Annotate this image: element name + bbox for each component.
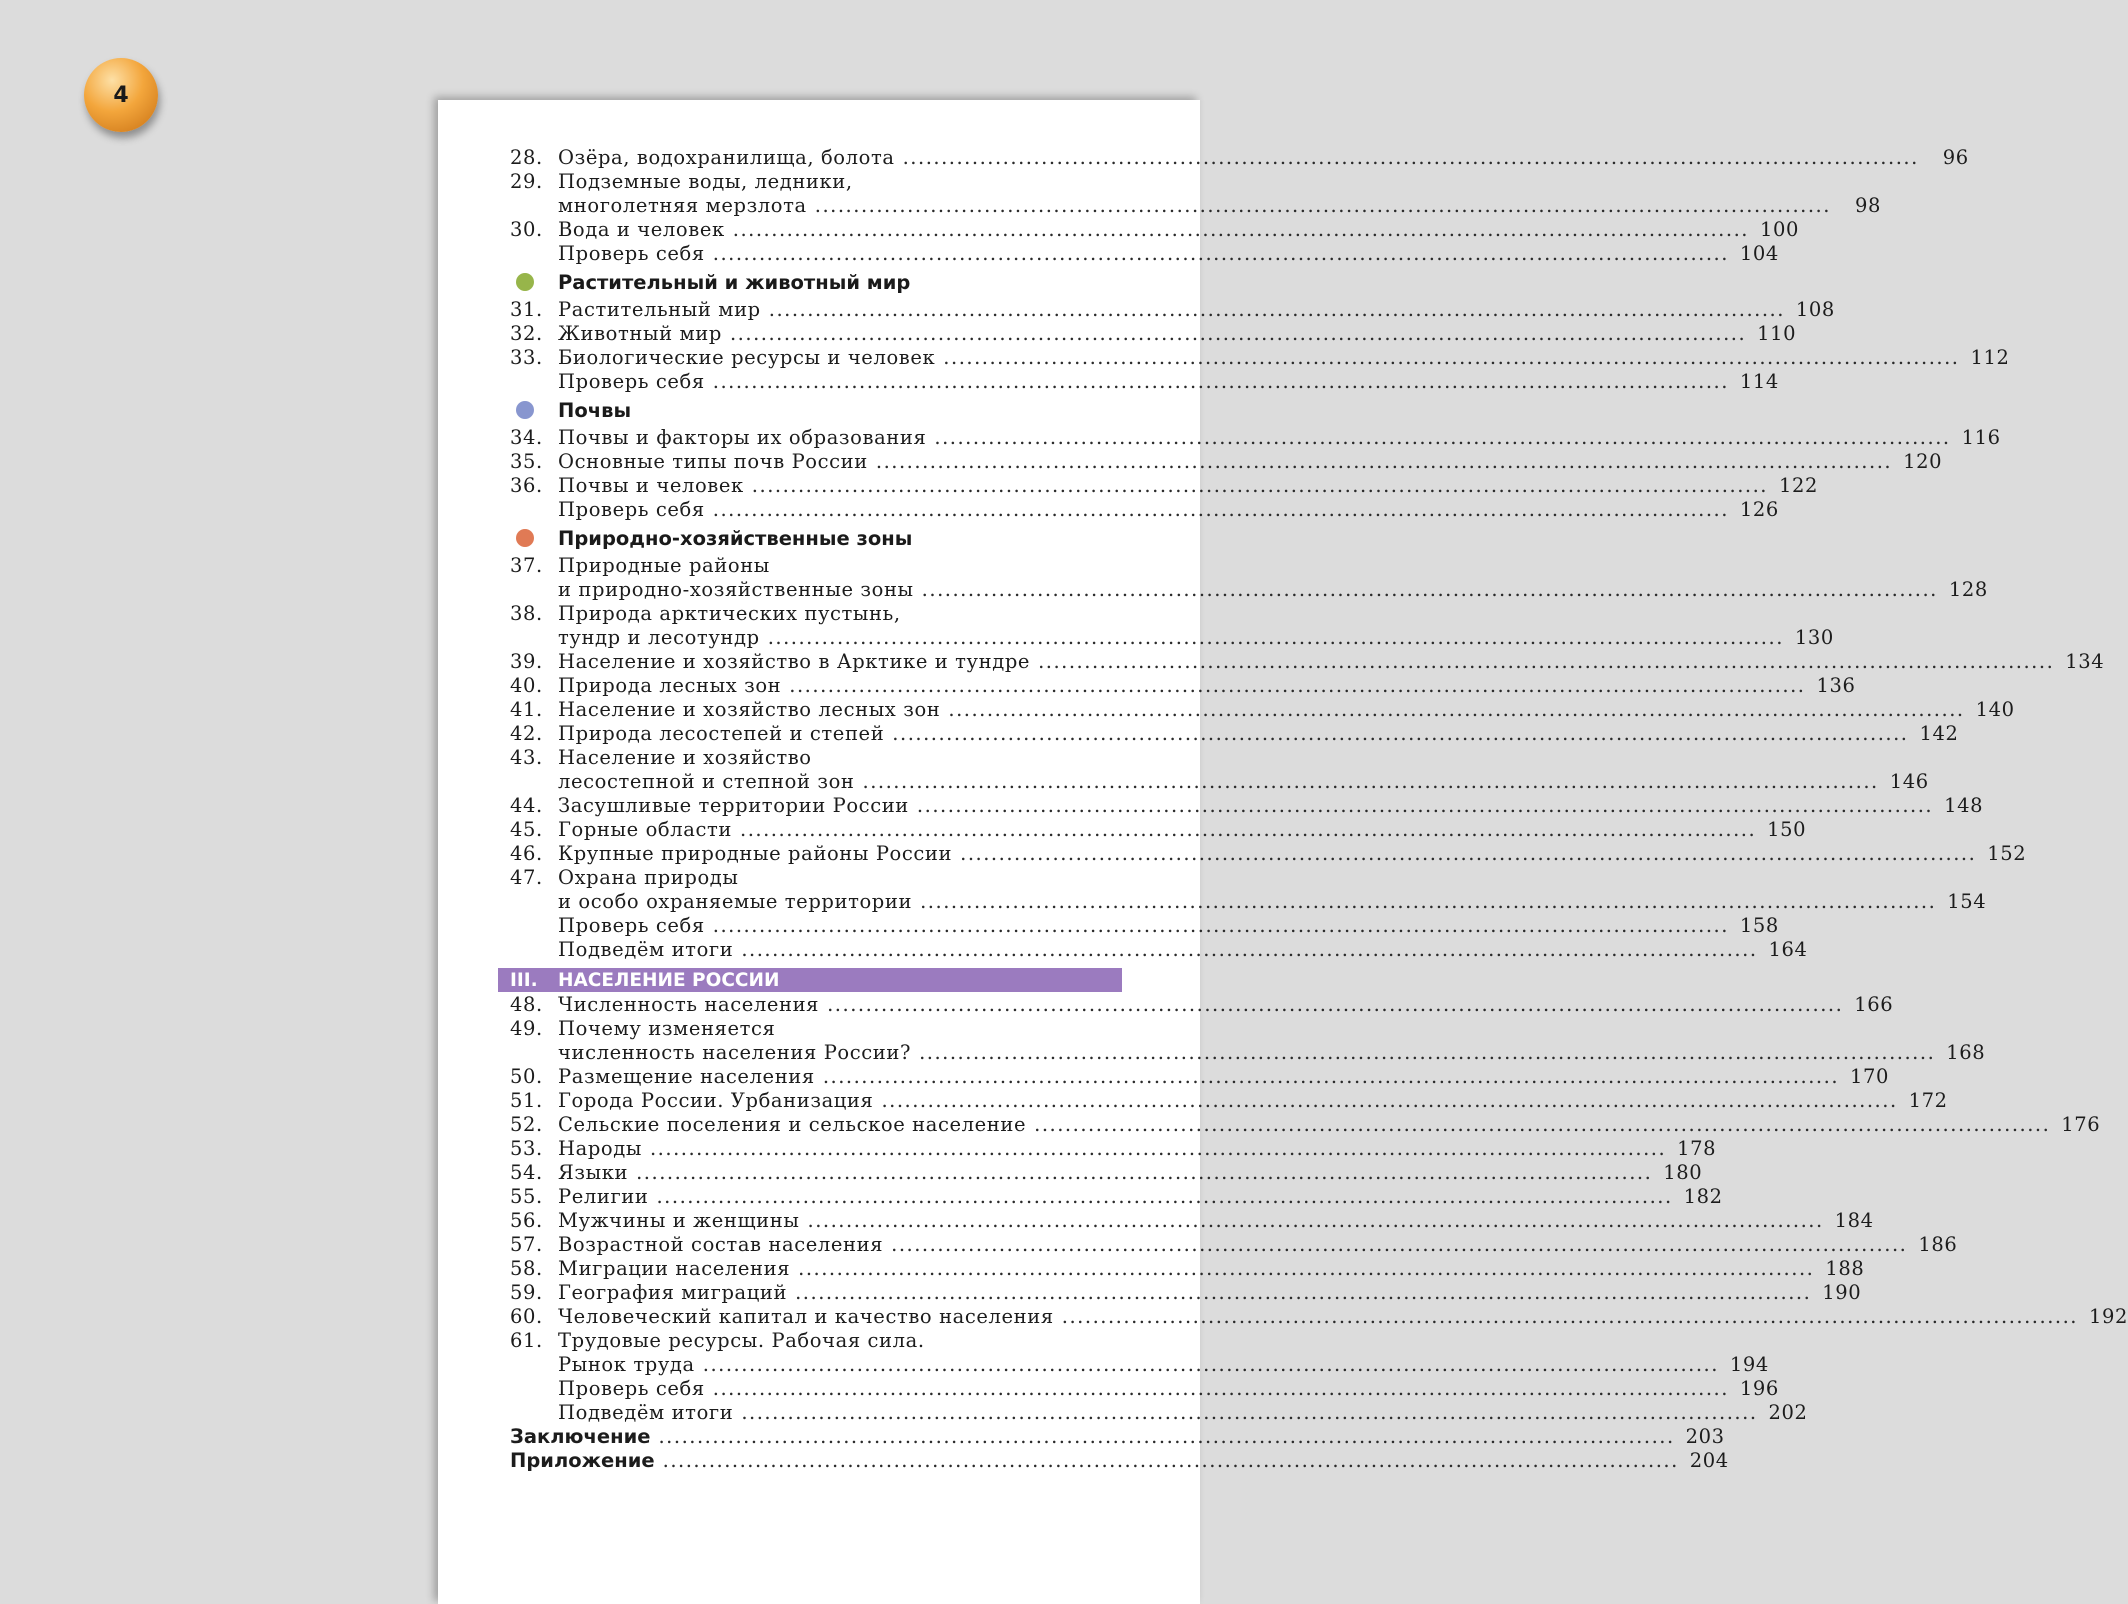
toc-entry-number: 30. bbox=[510, 218, 543, 241]
toc-entry-page: 148 bbox=[1944, 794, 1984, 817]
toc-entry-number: 33. bbox=[510, 346, 543, 369]
toc-entry bbox=[510, 194, 1881, 218]
toc-entry-number bbox=[510, 938, 558, 962]
toc-entry bbox=[510, 1281, 1862, 1305]
toc-entry-number: 45. bbox=[510, 818, 543, 841]
toc-entry bbox=[510, 1449, 1729, 1473]
toc-entry-number: 58. bbox=[510, 1257, 543, 1280]
toc-entry-number: 34. bbox=[510, 426, 543, 449]
toc-leader-dots: .................................................................................................................................... bbox=[702, 1353, 1719, 1376]
toc-entry bbox=[510, 938, 1808, 962]
toc-entry-page: 188 bbox=[1825, 1257, 1865, 1280]
toc-entry-title: Население и хозяйство лесных зон bbox=[558, 698, 941, 721]
toc-entry-page: 184 bbox=[1834, 1209, 1874, 1232]
toc-entry bbox=[510, 674, 1856, 698]
toc-entry-title: Животный мир bbox=[558, 322, 722, 345]
toc-entry-title: лесостепной и степной зон bbox=[558, 770, 855, 793]
toc-entry-page: 166 bbox=[1854, 993, 1894, 1016]
toc-entry-number: 40. bbox=[510, 674, 543, 697]
toc-entry-page: 122 bbox=[1778, 474, 1818, 497]
toc-entry bbox=[510, 842, 2027, 866]
toc-leader-dots: .................................................................................................................................... bbox=[740, 818, 1757, 841]
toc-entry bbox=[510, 146, 1969, 170]
toc-entry bbox=[510, 626, 1834, 650]
toc-leader-dots: .................................................................................................................................... bbox=[741, 1401, 1758, 1424]
toc-entry bbox=[510, 914, 1779, 938]
toc-entry-number: 42. bbox=[510, 722, 543, 745]
toc-leader-dots: .................................................................................................................................... bbox=[891, 1233, 1908, 1256]
toc-entry-title: Крупные природные районы России bbox=[558, 842, 953, 865]
toc-block-population bbox=[510, 993, 2128, 1425]
toc-entry bbox=[510, 722, 1959, 746]
toc-entry-page: 146 bbox=[1889, 770, 1929, 793]
toc-entry-page: 142 bbox=[1919, 722, 1959, 745]
toc-entry bbox=[510, 1353, 1769, 1377]
toc-entry-page: 172 bbox=[1908, 1089, 1948, 1112]
toc-entry bbox=[510, 698, 2015, 722]
toc-entry bbox=[510, 170, 1120, 194]
page-number-badge: 4 bbox=[84, 58, 158, 132]
toc-leader-dots: .................................................................................................................................... bbox=[902, 146, 1919, 169]
toc-entry-title: Природа лесостепей и степей bbox=[558, 722, 885, 745]
toc-entry-page: 134 bbox=[2065, 650, 2105, 673]
toc-entry-number: 36. bbox=[510, 474, 543, 497]
toc-entry-page: 120 bbox=[1903, 450, 1943, 473]
toc-entry-page: 196 bbox=[1739, 1377, 1779, 1400]
toc-entry-number bbox=[510, 242, 558, 266]
toc-entry bbox=[510, 818, 1807, 842]
toc-entry-title: и особо охраняемые территории bbox=[558, 890, 913, 913]
toc-entry-title: Природа арктических пустынь, bbox=[558, 602, 901, 625]
toc-entry-number: 54. bbox=[510, 1161, 543, 1184]
toc-entry-title: Охрана природы bbox=[558, 866, 739, 889]
toc-entry-title: Почвы и факторы их образования bbox=[558, 426, 927, 449]
section-bullet-icon bbox=[516, 273, 534, 291]
toc-entry-page: 112 bbox=[1970, 346, 2010, 369]
toc-entry-number: 59. bbox=[510, 1281, 543, 1304]
toc-leader-dots: .................................................................................................................................... bbox=[943, 346, 1960, 369]
toc-entry-page: 96 bbox=[1942, 146, 1969, 169]
toc-entry-page: 128 bbox=[1948, 578, 1988, 601]
toc-leader-dots: .................................................................................................................................... bbox=[656, 1185, 1673, 1208]
toc-entry-title: Проверь себя bbox=[558, 242, 705, 265]
toc-leader-dots: .................................................................................................................................... bbox=[729, 322, 1747, 345]
toc-entry-number: 28. bbox=[510, 146, 543, 169]
toc-block-appendix bbox=[510, 1425, 1729, 1473]
toc-entry-title: Горные области bbox=[558, 818, 732, 841]
toc-entry bbox=[510, 770, 1929, 794]
toc-entry-page: 158 bbox=[1739, 914, 1779, 937]
toc-entry-number: 39. bbox=[510, 650, 543, 673]
toc-leader-dots: .................................................................................................................................... bbox=[960, 842, 1977, 865]
toc-entry-page: 114 bbox=[1739, 370, 1779, 393]
toc-leader-dots: .................................................................................................................................... bbox=[767, 626, 1784, 649]
toc-leader-dots: .................................................................................................................................... bbox=[789, 674, 1806, 697]
toc-leader-dots: .................................................................................................................................... bbox=[751, 474, 1768, 497]
toc-leader-dots: .................................................................................................................................... bbox=[712, 914, 1729, 937]
toc-entry-page: 130 bbox=[1794, 626, 1834, 649]
section-flora-fauna bbox=[510, 268, 1120, 296]
toc-entry-page: 108 bbox=[1795, 298, 1835, 321]
toc-entry bbox=[510, 1161, 1703, 1185]
toc-entry bbox=[510, 346, 2010, 370]
toc-entry bbox=[510, 1089, 1948, 1113]
toc-entry-title: Языки bbox=[558, 1161, 629, 1184]
toc-block-flora bbox=[510, 298, 2010, 394]
toc-entry bbox=[510, 1425, 1725, 1449]
toc-entry-title: Засушливые территории России bbox=[558, 794, 909, 817]
toc-entry-title: численность населения России? bbox=[558, 1041, 912, 1064]
toc-entry-number: 29. bbox=[510, 170, 543, 193]
toc-entry bbox=[510, 554, 1120, 578]
toc-entry bbox=[510, 1305, 2128, 1329]
toc-leader-dots: .................................................................................................................................... bbox=[921, 578, 1938, 601]
toc-entry-page: 204 bbox=[1689, 1449, 1729, 1472]
toc-entry-page: 152 bbox=[1987, 842, 2027, 865]
toc-leader-dots: .................................................................................................................................... bbox=[712, 498, 1729, 521]
toc-entry-title: Природа лесных зон bbox=[558, 674, 782, 697]
toc-entry-page: 203 bbox=[1685, 1425, 1725, 1448]
toc-entry-number: 53. bbox=[510, 1137, 543, 1160]
toc-entry-number bbox=[510, 194, 558, 218]
toc-entry bbox=[510, 866, 1120, 890]
toc-entry-title: Население и хозяйство bbox=[558, 746, 812, 769]
toc-leader-dots: .................................................................................................................................... bbox=[662, 1449, 1679, 1472]
toc-entry-number bbox=[510, 770, 558, 794]
toc-entry-title: и природно-хозяйственные зоны bbox=[558, 578, 914, 601]
toc-entry-number bbox=[510, 370, 558, 394]
section-title: Почвы bbox=[558, 398, 632, 422]
toc-entry-number: 49. bbox=[510, 1017, 543, 1040]
toc-entry-title: Рынок труда bbox=[558, 1353, 695, 1376]
toc-entry-title: Размещение населения bbox=[558, 1065, 815, 1088]
toc-entry bbox=[510, 1257, 1865, 1281]
toc-leader-dots: .................................................................................................................................... bbox=[741, 938, 1758, 961]
toc-entry-title: Проверь себя bbox=[558, 498, 705, 521]
toc-entry-number bbox=[510, 1377, 558, 1401]
section-bullet-icon bbox=[516, 529, 534, 547]
toc-block-soils bbox=[510, 426, 2001, 522]
toc-entry bbox=[510, 1041, 1986, 1065]
toc-leader-dots: .................................................................................................................................... bbox=[934, 426, 1951, 449]
toc-entry bbox=[510, 474, 1818, 498]
toc-leader-dots: .................................................................................................................................... bbox=[919, 1041, 1936, 1064]
section-soils bbox=[510, 396, 1120, 424]
toc-entry-page: 190 bbox=[1822, 1281, 1862, 1304]
toc-entry-title: Вода и человек bbox=[558, 218, 725, 241]
toc-entry bbox=[510, 1377, 1779, 1401]
toc-leader-dots: .................................................................................................................................... bbox=[920, 890, 1937, 913]
toc-leader-dots: .................................................................................................................................... bbox=[649, 1137, 1667, 1160]
toc-entry-page: 100 bbox=[1759, 218, 1799, 241]
toc-entry-title: Человеческий капитал и качество населения bbox=[558, 1305, 1054, 1328]
toc-entry bbox=[510, 650, 2105, 674]
toc-entry-number: 52. bbox=[510, 1113, 543, 1136]
toc-entry-title: Природные районы bbox=[558, 554, 770, 577]
toc-leader-dots: .................................................................................................................................... bbox=[862, 770, 1879, 793]
toc-entry-page: 136 bbox=[1816, 674, 1856, 697]
toc-entry-title: Проверь себя bbox=[558, 1377, 705, 1400]
section-natural-zones bbox=[510, 524, 1120, 552]
toc-entry-page: 202 bbox=[1768, 1401, 1808, 1424]
toc-leader-dots: .................................................................................................................................... bbox=[827, 993, 1844, 1016]
toc-entry-page: 192 bbox=[2088, 1305, 2128, 1328]
toc-block-water bbox=[510, 146, 1969, 266]
section-bullet-icon bbox=[516, 401, 534, 419]
toc-leader-dots: .................................................................................................................................... bbox=[712, 370, 1729, 393]
chapter-number: III. bbox=[510, 969, 538, 991]
toc-entry-title: Религии bbox=[558, 1185, 649, 1208]
toc-entry-number: 31. bbox=[510, 298, 543, 321]
toc-entry-title: Проверь себя bbox=[558, 370, 705, 393]
toc-entry-page: 168 bbox=[1946, 1041, 1986, 1064]
toc-entry-title: Трудовые ресурсы. Рабочая сила. bbox=[558, 1329, 925, 1352]
toc-entry-number: 61. bbox=[510, 1329, 543, 1352]
table-of-contents bbox=[510, 146, 2128, 1473]
toc-entry-page: 194 bbox=[1729, 1353, 1769, 1376]
toc-entry bbox=[510, 1113, 2101, 1137]
toc-entry-page: 126 bbox=[1739, 498, 1779, 521]
toc-entry-page: 140 bbox=[1975, 698, 2015, 721]
toc-leader-dots: .................................................................................................................................... bbox=[1034, 1113, 2051, 1136]
toc-block-zones bbox=[510, 554, 2105, 962]
toc-entry-page: 150 bbox=[1767, 818, 1807, 841]
toc-entry-number bbox=[510, 890, 558, 914]
toc-entry-number: 44. bbox=[510, 794, 543, 817]
section-title: Природно-хозяйственные зоны bbox=[558, 526, 913, 550]
toc-entry bbox=[510, 450, 1943, 474]
toc-entry-page: 116 bbox=[1961, 426, 2001, 449]
toc-leader-dots: .................................................................................................................................... bbox=[807, 1209, 1824, 1232]
toc-entry bbox=[510, 1329, 1120, 1353]
toc-entry bbox=[510, 242, 1779, 266]
chapter-heading-population bbox=[498, 968, 1122, 992]
toc-leader-dots: .................................................................................................................................... bbox=[881, 1089, 1898, 1112]
toc-entry bbox=[510, 1017, 1120, 1041]
toc-entry-number bbox=[510, 498, 558, 522]
toc-entry-page: 110 bbox=[1757, 322, 1797, 345]
toc-entry-number bbox=[510, 626, 558, 650]
toc-entry-page: 178 bbox=[1677, 1137, 1717, 1160]
toc-entry-number: 46. bbox=[510, 842, 543, 865]
toc-leader-dots: .................................................................................................................................... bbox=[768, 298, 1785, 321]
toc-leader-dots: .................................................................................................................................... bbox=[798, 1257, 1815, 1280]
toc-entry-title: Растительный мир bbox=[558, 298, 761, 321]
toc-entry bbox=[510, 218, 1799, 242]
toc-entry-title: Народы bbox=[558, 1137, 642, 1160]
toc-entry-title: Численность населения bbox=[558, 993, 820, 1016]
toc-entry-title: тундр и лесотундр bbox=[558, 626, 760, 649]
toc-entry bbox=[510, 794, 1984, 818]
toc-entry bbox=[510, 890, 1987, 914]
toc-leader-dots: .................................................................................................................................... bbox=[712, 242, 1729, 265]
toc-entry-title: Миграции населения bbox=[558, 1257, 791, 1280]
toc-entry-title: Почвы и человек bbox=[558, 474, 744, 497]
toc-entry-title: Основные типы почв России bbox=[558, 450, 868, 473]
toc-entry-title: Возрастной состав населения bbox=[558, 1233, 884, 1256]
toc-leader-dots: .................................................................................................................................... bbox=[732, 218, 1749, 241]
toc-entry-number bbox=[510, 1353, 558, 1377]
toc-entry-page: 176 bbox=[2061, 1113, 2101, 1136]
toc-entry-number: 43. bbox=[510, 746, 543, 769]
toc-entry bbox=[510, 1401, 1808, 1425]
toc-entry-title: Мужчины и женщины bbox=[558, 1209, 800, 1232]
toc-entry bbox=[510, 322, 1797, 346]
toc-entry-number: 48. bbox=[510, 993, 543, 1016]
toc-entry-title: Биологические ресурсы и человек bbox=[558, 346, 936, 369]
section-title: Растительный и животный мир bbox=[558, 270, 911, 294]
toc-entry-title: Сельские поселения и сельское население bbox=[558, 1113, 1027, 1136]
toc-entry-title: Заключение bbox=[510, 1425, 651, 1448]
toc-leader-dots: .................................................................................................................................... bbox=[875, 450, 1893, 473]
toc-entry bbox=[510, 1185, 1723, 1209]
toc-entry-title: Города России. Урбанизация bbox=[558, 1089, 874, 1112]
toc-entry bbox=[510, 370, 1779, 394]
toc-entry-number: 60. bbox=[510, 1305, 543, 1328]
toc-entry-number: 51. bbox=[510, 1089, 543, 1112]
toc-entry bbox=[510, 602, 1120, 626]
toc-entry-title: Подведём итоги bbox=[558, 1401, 734, 1424]
toc-entry-number bbox=[510, 578, 558, 602]
toc-leader-dots: .................................................................................................................................... bbox=[948, 698, 1965, 721]
toc-leader-dots: .................................................................................................................................... bbox=[658, 1425, 1675, 1448]
toc-entry bbox=[510, 993, 1894, 1017]
toc-leader-dots: .................................................................................................................................... bbox=[712, 1377, 1729, 1400]
toc-entry bbox=[510, 1137, 1717, 1161]
toc-entry-title: География миграций bbox=[558, 1281, 788, 1304]
toc-entry-number: 35. bbox=[510, 450, 543, 473]
toc-entry bbox=[510, 578, 1988, 602]
toc-entry bbox=[510, 298, 1835, 322]
toc-entry-number: 38. bbox=[510, 602, 543, 625]
toc-entry-number: 47. bbox=[510, 866, 543, 889]
toc-entry bbox=[510, 746, 1120, 770]
toc-entry-title: Проверь себя bbox=[558, 914, 705, 937]
toc-entry bbox=[510, 1065, 1890, 1089]
toc-entry-page: 154 bbox=[1947, 890, 1987, 913]
toc-leader-dots: .................................................................................................................................... bbox=[1061, 1305, 2078, 1328]
toc-entry bbox=[510, 498, 1779, 522]
toc-entry bbox=[510, 426, 2001, 450]
toc-entry-title: Подведём итоги bbox=[558, 938, 734, 961]
chapter-title: НАСЕЛЕНИЕ РОССИИ bbox=[558, 969, 780, 991]
toc-leader-dots: .................................................................................................................................... bbox=[916, 794, 1934, 817]
toc-entry-number: 55. bbox=[510, 1185, 543, 1208]
toc-entry-page: 104 bbox=[1739, 242, 1779, 265]
toc-entry-number: 56. bbox=[510, 1209, 543, 1232]
toc-entry-page: 182 bbox=[1683, 1185, 1723, 1208]
toc-entry-number bbox=[510, 914, 558, 938]
toc-leader-dots: .................................................................................................................................... bbox=[795, 1281, 1812, 1304]
toc-leader-dots: .................................................................................................................................... bbox=[814, 194, 1831, 217]
toc-entry-number bbox=[510, 1041, 558, 1065]
toc-entry-number: 50. bbox=[510, 1065, 543, 1088]
toc-leader-dots: .................................................................................................................................... bbox=[1038, 650, 2055, 673]
toc-entry-number bbox=[510, 1401, 558, 1425]
toc-leader-dots: .................................................................................................................................... bbox=[892, 722, 1909, 745]
toc-entry-page: 164 bbox=[1768, 938, 1808, 961]
toc-entry-number: 37. bbox=[510, 554, 543, 577]
toc-entry-page: 170 bbox=[1849, 1065, 1890, 1088]
toc-entry-title: Озёра, водохранилища, болота bbox=[558, 146, 895, 169]
toc-entry-title: Почему изменяется bbox=[558, 1017, 776, 1040]
toc-entry-page: 180 bbox=[1663, 1161, 1703, 1184]
toc-entry-page: 186 bbox=[1918, 1233, 1958, 1256]
toc-entry-title: Подземные воды, ледники, bbox=[558, 170, 853, 193]
toc-entry-number: 32. bbox=[510, 322, 543, 345]
toc-entry-number: 41. bbox=[510, 698, 543, 721]
toc-entry-title: многолетняя мерзлота bbox=[558, 194, 807, 217]
toc-entry-number: 57. bbox=[510, 1233, 543, 1256]
toc-entry-title: Приложение bbox=[510, 1449, 655, 1472]
toc-entry-page: 98 bbox=[1854, 194, 1881, 217]
toc-entry bbox=[510, 1209, 1874, 1233]
toc-leader-dots: .................................................................................................................................... bbox=[636, 1161, 1653, 1184]
toc-leader-dots: .................................................................................................................................... bbox=[822, 1065, 1840, 1088]
toc-entry bbox=[510, 1233, 1958, 1257]
toc-entry-title: Население и хозяйство в Арктике и тундре bbox=[558, 650, 1031, 673]
